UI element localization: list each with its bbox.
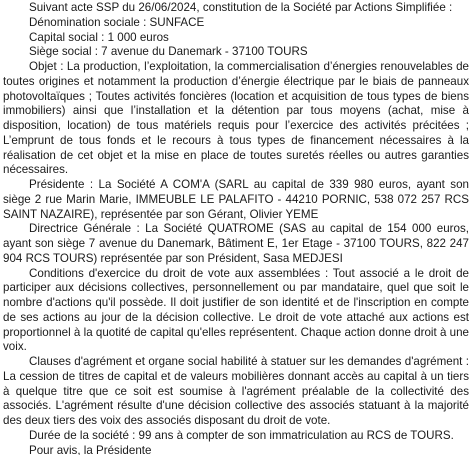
voting-rights-paragraph: Conditions d'exercice du droit de vote aux assemblées : Tout associé a le droit de participer aux décisions collectives, personnellement ou par mandataire, quel que soit le nombre d'actions qu'il possède. Il doit justifier de son identité et de l'inscription en compte de ses actions au jour de la décision collective. Le droit de vote attaché aux actions est proportionnel à la quotité de capital qu'elles représentent. Chaque action donne droit à une voix. [3, 266, 469, 354]
constitution-line: Suivant acte SSP du 26/06/2024, constitution de la Société par Actions Simplifiée : [29, 1, 453, 14]
corporate-purpose-paragraph: Objet : La production, l’exploitation, la commercialisation d’énergies renouvelables de toutes origines et notamment la production d’énergie électrique par le biais de panneaux photovoltaïques ; Toutes activités foncières (location et acquisition de tous types de biens immobiliers) ainsi que l’installation et la détention par tous moyens (achat, mise à disposition, location) de tous matériels requis pour l’exercice des activités précitées ; L’emprunt de tous fonds et le recours à tous types de financement nécessaires à la réalisation de cet objet et la mise en place de toutes suretés réelles ou autres garanties nécessaires. [3, 60, 469, 177]
signature-line: Pour avis, la Présidente [29, 443, 152, 455]
share-capital-line: Capital social : 1 000 euros [29, 30, 169, 44]
registered-office-line: Siège social : 7 avenue du Danemark - 37100 TOURS [29, 45, 308, 59]
approval-clauses-paragraph: Clauses d'agrément et organe social habilité à statuer sur les demandes d'agrément : La cession de titres de capital et de valeurs mobilières donnant accès au capital à un tiers à quelque titre que ce soit est soumise à l'agrément préalable de la collectivité des associés. L'agrément résulte d'une décision collective des associés statuant à la majorité des deux tiers des voix des associés disposant du droit de vote. [3, 355, 469, 427]
company-name-line: Dénomination sociale : SUNFACE [29, 15, 205, 29]
duration-line: Durée de la société : 99 ans à compter de son immatriculation au RCS de TOURS. [29, 428, 454, 442]
managing-director-paragraph: Directrice Générale : La Société QUATROME (SAS au capital de 154 000 euros, ayant son siège 7 avenue du Danemark, Bâtiment E, 1er Etage - 37100 TOURS, 822 247 904 RCS TOURS) représentée par son Président, Sasa MEDJESI [3, 222, 469, 265]
president-paragraph: Présidente : La Société A COM'A (SARL au capital de 339 980 euros, ayant son siège 2 rue Marin Marie, IMMEUBLE LE PALAFITO - 44210 PORNIC, 538 072 257 RCS SAINT NAZAIRE), représentée par son Gérant, Olivier YEME [3, 178, 469, 221]
